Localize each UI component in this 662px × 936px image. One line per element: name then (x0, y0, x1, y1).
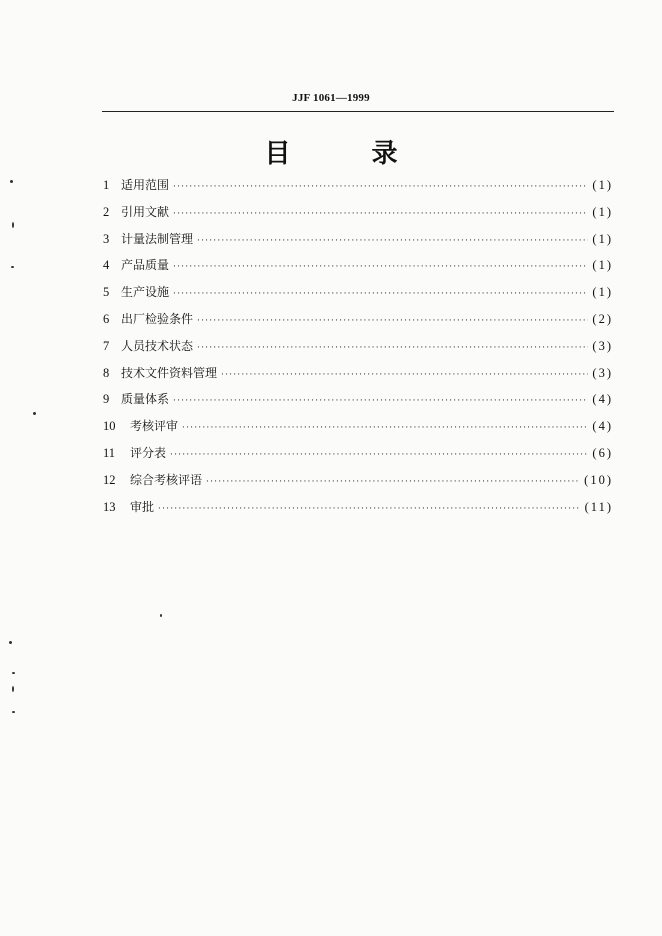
toc-dot-leader (173, 396, 588, 406)
scan-speck (12, 711, 15, 713)
toc-entry-label: 质量体系 (121, 392, 170, 407)
toc-entry-6 (103, 310, 613, 337)
toc-entry-4 (103, 256, 613, 283)
toc-dot-leader (206, 477, 580, 487)
toc-dot-leader (173, 289, 588, 299)
toc-dot-leader (197, 236, 588, 246)
scan-speck (12, 672, 15, 674)
toc-title: 目 录 (264, 139, 434, 169)
toc-entry-page: (3) (592, 365, 613, 380)
scan-speck (33, 412, 36, 415)
toc-entry-number: 13 (103, 499, 116, 514)
toc-entry-page: (1) (592, 258, 613, 273)
toc-entry-number: 3 (103, 231, 110, 246)
toc-entry-label: 综合考核评语 (130, 472, 203, 487)
toc-entry-page: (1) (592, 285, 613, 300)
toc-entry-label: 引用文献 (121, 204, 170, 219)
toc-entry-page: (1) (592, 178, 613, 192)
toc-entry-label: 生产设施 (121, 285, 170, 300)
toc-dot-leader (173, 209, 588, 219)
toc-dot-leader (170, 450, 588, 460)
toc-entry-5 (103, 283, 613, 310)
scan-speck (11, 266, 14, 268)
toc-entry-10 (103, 417, 613, 444)
toc-dot-leader (197, 316, 588, 326)
toc-entry-label: 适用范围 (121, 178, 170, 192)
toc-dot-leader (197, 343, 588, 353)
toc-entry-number: 1 (103, 178, 110, 192)
toc-entry-label: 人员技术状态 (121, 338, 194, 353)
toc-entry-label: 出厂检验条件 (121, 311, 194, 326)
toc-entry-number: 2 (103, 204, 110, 219)
toc-entry-page: (4) (592, 419, 613, 434)
toc-entry-number: 11 (103, 445, 116, 460)
toc-dot-leader (221, 370, 588, 380)
scan-speck (9, 641, 12, 644)
toc-entry-label: 产品质量 (121, 258, 170, 273)
toc-entry-7 (103, 337, 613, 364)
toc-entry-13 (103, 498, 613, 525)
toc-entry-label: 技术文件资料管理 (121, 365, 218, 380)
toc-entry-label: 审批 (130, 499, 155, 514)
toc-entry-8 (103, 364, 613, 391)
toc-entry-9 (103, 390, 613, 417)
toc-entry-11 (103, 444, 613, 471)
scan-speck (160, 614, 162, 617)
toc-entry-3 (103, 230, 613, 257)
scan-speck (10, 180, 13, 183)
toc-dot-leader (173, 262, 588, 272)
toc-entry-label: 评分表 (130, 445, 167, 460)
toc-entry-page: (2) (592, 311, 613, 326)
toc-entry-number: 8 (103, 365, 110, 380)
standard-code: JJF 1061—1999 (292, 92, 370, 104)
toc-entry-number: 10 (103, 419, 116, 434)
toc-entry-number: 12 (103, 472, 116, 487)
toc-entry-1 (103, 176, 613, 203)
scan-speck (12, 686, 14, 692)
toc-entry-label: 考核评审 (130, 419, 179, 434)
toc-entry-page: (3) (592, 338, 613, 353)
header-rule (102, 111, 614, 112)
toc-list (103, 176, 613, 524)
toc-entry-page: (1) (592, 204, 613, 219)
toc-dot-leader (158, 504, 581, 514)
toc-entry-page: (10) (584, 472, 613, 487)
toc-entry-number: 9 (103, 392, 110, 407)
toc-dot-leader (182, 423, 588, 433)
toc-entry-2 (103, 203, 613, 230)
toc-dot-leader (173, 182, 588, 192)
toc-entry-number: 6 (103, 311, 110, 326)
toc-entry-page: (1) (592, 231, 613, 246)
toc-entry-page: (11) (584, 499, 613, 514)
toc-entry-page: (4) (592, 392, 613, 407)
toc-entry-label: 计量法制管理 (121, 231, 194, 246)
toc-entry-number: 7 (103, 338, 110, 353)
toc-entry-number: 4 (103, 258, 110, 273)
toc-entry-12 (103, 471, 613, 498)
scan-speck (12, 222, 14, 228)
toc-entry-number: 5 (103, 285, 110, 300)
toc-entry-page: (6) (592, 445, 613, 460)
